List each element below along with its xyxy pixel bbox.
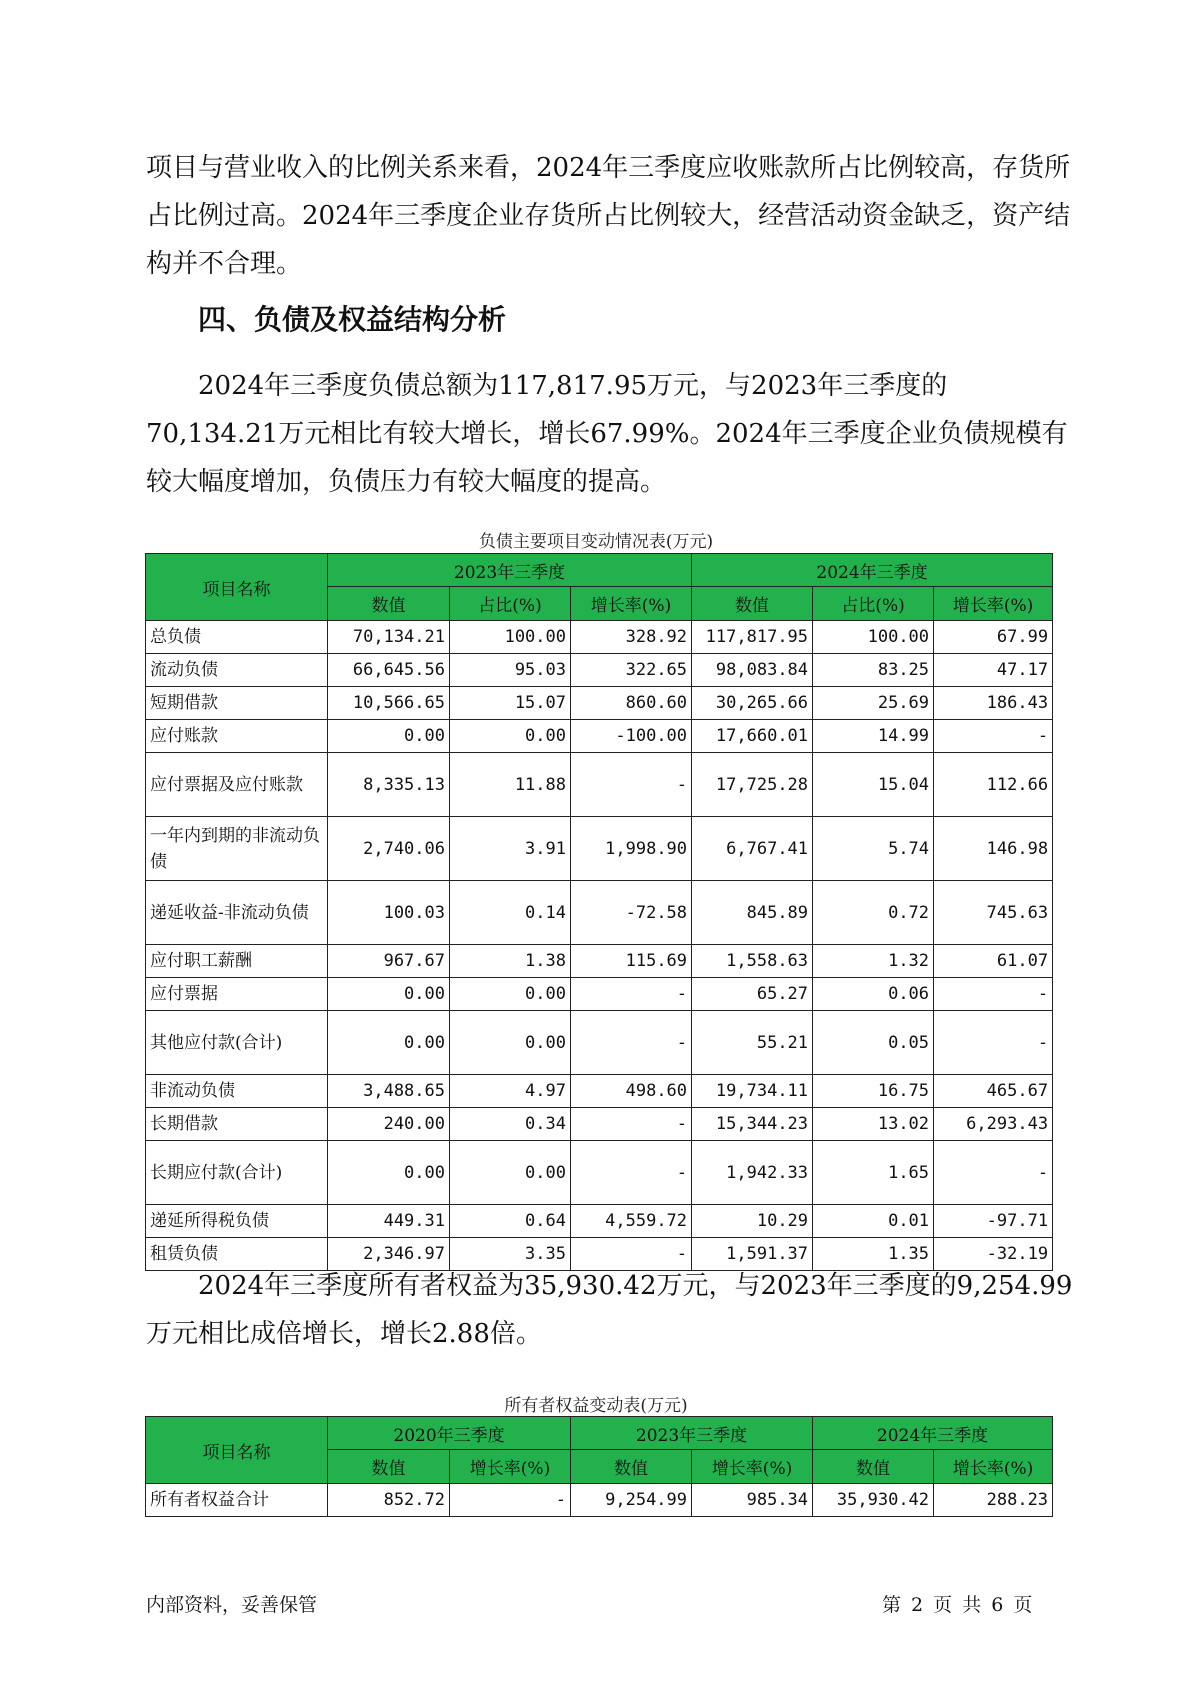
row-name: 应付票据: [146, 978, 328, 1011]
table-row: [146, 1108, 1053, 1141]
table-row: [146, 687, 1053, 720]
cell-share: 0.06: [813, 978, 934, 1011]
row-name: 流动负债: [146, 654, 328, 687]
cell-growth: 465.67: [934, 1075, 1053, 1108]
equity-table: [145, 1416, 1053, 1517]
cell-share: 13.02: [813, 1108, 934, 1141]
cell-growth: -: [934, 978, 1053, 1011]
cell-growth: 115.69: [571, 945, 692, 978]
table-row: [146, 621, 1053, 654]
cell-value: 98,083.84: [692, 654, 813, 687]
cell-value: 3,488.65: [328, 1075, 450, 1108]
table-row: [146, 1075, 1053, 1108]
cell-value: 15,344.23: [692, 1108, 813, 1141]
row-name: 一年内到期的非流动负债: [146, 817, 328, 881]
subheader-growth: 增长率(%): [450, 1450, 571, 1484]
row-name: 应付账款: [146, 720, 328, 753]
cell-share: 0.00: [450, 978, 571, 1011]
row-name: 非流动负债: [146, 1075, 328, 1108]
liability-table-body: [146, 621, 1053, 1271]
cell-growth: 112.66: [934, 753, 1053, 817]
intro-paragraph: 项目与营业收入的比例关系来看，2024年三季度应收账款所占比例较高，存货所占比例过高。2024年三季度企业存货所占比例较大，经营活动资金缺乏，资产结构并不合理。: [146, 153, 1071, 279]
cell-share: 100.00: [813, 621, 934, 654]
cell-share: 5.74: [813, 817, 934, 881]
cell-growth: -32.19: [934, 1238, 1053, 1271]
table-row: [146, 720, 1053, 753]
cell-share: 0.72: [813, 881, 934, 945]
row-name: 总负债: [146, 621, 328, 654]
cell-share: 95.03: [450, 654, 571, 687]
cell-share: 0.00: [450, 1011, 571, 1075]
cell-growth: 745.63: [934, 881, 1053, 945]
cell-growth: -: [934, 720, 1053, 753]
table-row: [146, 753, 1053, 817]
cell-growth: 1,998.90: [571, 817, 692, 881]
subheader-growth: 增长率(%): [571, 587, 692, 621]
cell-growth: -100.00: [571, 720, 692, 753]
row-name: 租赁负债: [146, 1238, 328, 1271]
row-name: 长期借款: [146, 1108, 328, 1141]
cell-growth: 4,559.72: [571, 1205, 692, 1238]
header-period-2020: 2020年三季度: [328, 1417, 571, 1450]
cell-growth: -: [571, 1108, 692, 1141]
cell-value: 55.21: [692, 1011, 813, 1075]
header-item-name: 项目名称: [146, 554, 328, 621]
cell-share: 14.99: [813, 720, 934, 753]
cell-share: 0.14: [450, 881, 571, 945]
cell-value: 9,254.99: [571, 1484, 692, 1517]
cell-share: 0.00: [450, 720, 571, 753]
cell-value: 66,645.56: [328, 654, 450, 687]
cell-growth: 47.17: [934, 654, 1053, 687]
row-name: 应付票据及应付账款: [146, 753, 328, 817]
cell-value: 1,558.63: [692, 945, 813, 978]
subheader-share: 占比(%): [813, 587, 934, 621]
row-name: 应付职工薪酬: [146, 945, 328, 978]
cell-value: 0.00: [328, 1141, 450, 1205]
subheader-value: 数值: [328, 587, 450, 621]
cell-value: 852.72: [328, 1484, 450, 1517]
cell-value: 17,660.01: [692, 720, 813, 753]
section-heading: 四、负债及权益结构分析: [198, 303, 507, 336]
equity-table-caption: 所有者权益变动表(万元): [504, 1396, 688, 1416]
cell-value: 10,566.65: [328, 687, 450, 720]
cell-value: 967.67: [328, 945, 450, 978]
cell-share: 3.35: [450, 1238, 571, 1271]
cell-growth: 6,293.43: [934, 1108, 1053, 1141]
subheader-growth: 增长率(%): [934, 1450, 1053, 1484]
cell-value: 30,265.66: [692, 687, 813, 720]
cell-growth: 186.43: [934, 687, 1053, 720]
cell-share: 4.97: [450, 1075, 571, 1108]
cell-share: 15.07: [450, 687, 571, 720]
cell-value: 0.00: [328, 720, 450, 753]
footer-confidential-note: 内部资料，妥善保管: [146, 1594, 318, 1616]
cell-share: 1.65: [813, 1141, 934, 1205]
cell-growth: -: [571, 1011, 692, 1075]
header-item-name: 项目名称: [146, 1417, 328, 1484]
cell-growth: -97.71: [934, 1205, 1053, 1238]
cell-growth: 288.23: [934, 1484, 1053, 1517]
table-row: [146, 978, 1053, 1011]
cell-value: 19,734.11: [692, 1075, 813, 1108]
row-name: 其他应付款(合计): [146, 1011, 328, 1075]
cell-growth: -: [450, 1484, 571, 1517]
subheader-value: 数值: [692, 587, 813, 621]
cell-share: 11.88: [450, 753, 571, 817]
cell-value: 240.00: [328, 1108, 450, 1141]
cell-share: 16.75: [813, 1075, 934, 1108]
table-row: [146, 1205, 1053, 1238]
cell-growth: 498.60: [571, 1075, 692, 1108]
cell-share: 0.34: [450, 1108, 571, 1141]
cell-share: 83.25: [813, 654, 934, 687]
cell-share: 1.35: [813, 1238, 934, 1271]
header-period-2024: 2024年三季度: [692, 554, 1053, 587]
liability-table-caption: 负债主要项目变动情况表(万元): [478, 532, 714, 552]
table-row: [146, 945, 1053, 978]
cell-value: 0.00: [328, 978, 450, 1011]
cell-value: 17,725.28: [692, 753, 813, 817]
row-name: 所有者权益合计: [146, 1484, 328, 1517]
liability-table: [145, 553, 1053, 1271]
cell-value: 845.89: [692, 881, 813, 945]
cell-growth: 67.99: [934, 621, 1053, 654]
cell-share: 0.00: [450, 1141, 571, 1205]
table-row: [146, 1011, 1053, 1075]
row-name: 递延所得税负债: [146, 1205, 328, 1238]
cell-growth: 322.65: [571, 654, 692, 687]
cell-growth: 328.92: [571, 621, 692, 654]
cell-value: 35,930.42: [813, 1484, 934, 1517]
cell-growth: -: [571, 978, 692, 1011]
cell-share: 1.38: [450, 945, 571, 978]
cell-value: 10.29: [692, 1205, 813, 1238]
cell-growth: -: [571, 1238, 692, 1271]
table-row: [146, 1484, 1053, 1517]
cell-value: 117,817.95: [692, 621, 813, 654]
cell-growth: 61.07: [934, 945, 1053, 978]
cell-share: 100.00: [450, 621, 571, 654]
cell-value: 6,767.41: [692, 817, 813, 881]
subheader-value: 数值: [813, 1450, 934, 1484]
cell-share: 15.04: [813, 753, 934, 817]
subheader-value: 数值: [571, 1450, 692, 1484]
footer-page-number: 第 2 页 共 6 页: [882, 1594, 1033, 1616]
header-period-2023: 2023年三季度: [571, 1417, 813, 1450]
table-row: [146, 817, 1053, 881]
cell-value: 0.00: [328, 1011, 450, 1075]
cell-growth: -: [571, 753, 692, 817]
cell-value: 65.27: [692, 978, 813, 1011]
table-row: [146, 1141, 1053, 1205]
cell-growth: -: [571, 1141, 692, 1205]
liability-paragraph: 2024年三季度负债总额为117,817.95万元，与2023年三季度的70,134.21万元相比有较大增长，增长67.99%。2024年三季度企业负债规模有较大幅度增加，负债压力有较大幅度的提高。: [146, 371, 1068, 497]
row-name: 短期借款: [146, 687, 328, 720]
header-period-2024: 2024年三季度: [813, 1417, 1053, 1450]
cell-growth: -72.58: [571, 881, 692, 945]
table-row: [146, 881, 1053, 945]
cell-value: 70,134.21: [328, 621, 450, 654]
table-row: [146, 654, 1053, 687]
row-name: 长期应付款(合计): [146, 1141, 328, 1205]
cell-growth: -: [934, 1141, 1053, 1205]
cell-value: 8,335.13: [328, 753, 450, 817]
cell-value: 100.03: [328, 881, 450, 945]
subheader-growth: 增长率(%): [934, 587, 1053, 621]
cell-share: 1.32: [813, 945, 934, 978]
cell-value: 449.31: [328, 1205, 450, 1238]
cell-value: 2,346.97: [328, 1238, 450, 1271]
cell-growth: 985.34: [692, 1484, 813, 1517]
subheader-growth: 增长率(%): [692, 1450, 813, 1484]
cell-share: 25.69: [813, 687, 934, 720]
cell-value: 1,942.33: [692, 1141, 813, 1205]
cell-value: 1,591.37: [692, 1238, 813, 1271]
cell-growth: -: [934, 1011, 1053, 1075]
cell-share: 0.64: [450, 1205, 571, 1238]
header-period-2023: 2023年三季度: [328, 554, 692, 587]
subheader-value: 数值: [328, 1450, 450, 1484]
subheader-share: 占比(%): [450, 587, 571, 621]
cell-value: 2,740.06: [328, 817, 450, 881]
equity-paragraph: 2024年三季度所有者权益为35,930.42万元，与2023年三季度的9,254.99万元相比成倍增长，增长2.88倍。: [146, 1271, 1073, 1349]
cell-share: 0.05: [813, 1011, 934, 1075]
cell-share: 3.91: [450, 817, 571, 881]
cell-growth: 860.60: [571, 687, 692, 720]
cell-share: 0.01: [813, 1205, 934, 1238]
row-name: 递延收益-非流动负债: [146, 881, 328, 945]
cell-growth: 146.98: [934, 817, 1053, 881]
